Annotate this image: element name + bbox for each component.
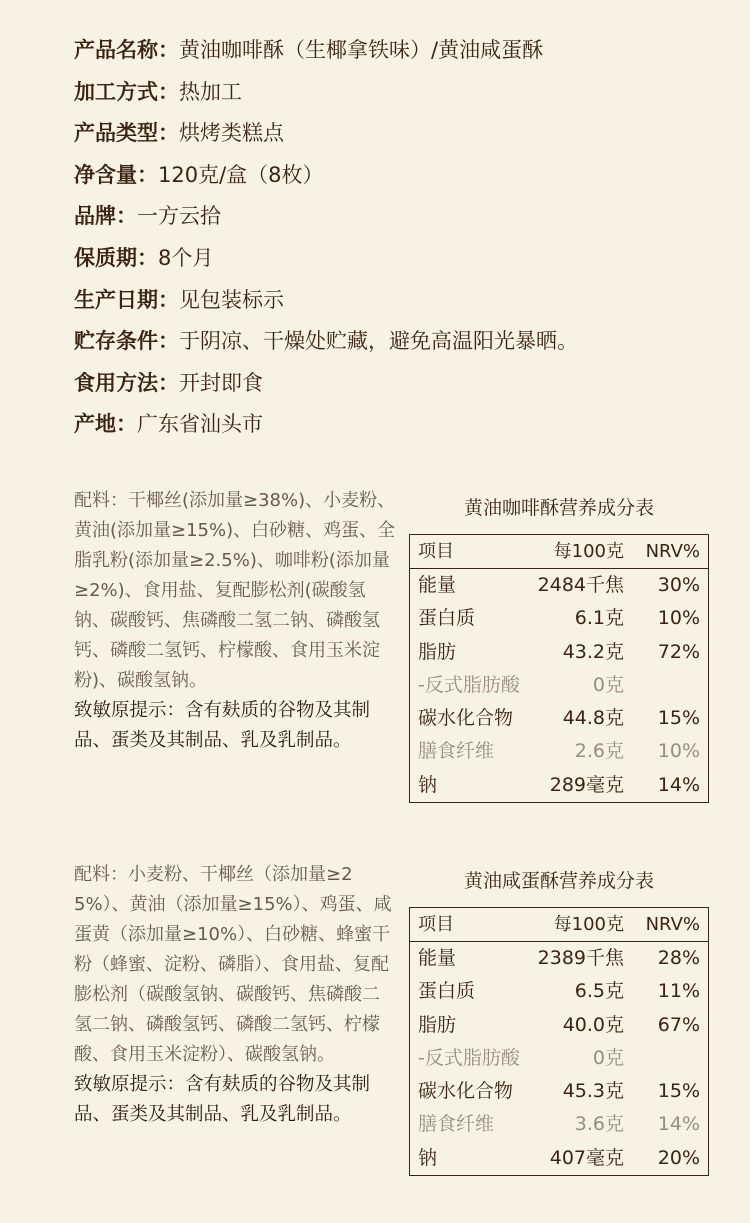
nutrition-row-energy: 能量 2484千焦 30% bbox=[418, 574, 700, 596]
allergen-notice: 致敏原提示：含有麸质的谷物及其制品、蛋类及其制品、乳及乳制品。 bbox=[74, 1074, 371, 1125]
nutrition-table-coffee bbox=[409, 493, 709, 803]
ingredients-text: 配料：干椰丝(添加量≥38%)、小麦粉、黄油(添加量≥15%)、白砂糖、鸡蛋、全脂乳粉(添加量≥2.5%)、咖啡粉(添加量≥2%)、食用盐、复配膨松剂(碳酸氢钠、碳酸钙、焦磷酸二氢二钠、磷酸氢钙、磷酸二氢钙、柠檬酸、食用玉米淀粉)、碳酸氢钠。 bbox=[74, 490, 396, 691]
info-row-production-date: 生产日期：见包装标示 bbox=[74, 287, 284, 312]
nutrition-row-energy: 能量 2389千焦 28% bbox=[418, 947, 700, 969]
nutrition-row-protein: 蛋白质 6.5克 11% bbox=[418, 980, 700, 1003]
nutrition-table-salted-egg bbox=[409, 866, 709, 1176]
nutrition-table-title: 黄油咖啡酥营养成分表 bbox=[463, 497, 654, 519]
info-row-net-content: 净含量：120克/盒（8枚） bbox=[74, 162, 324, 187]
ingredients-block-salted-egg bbox=[74, 860, 396, 1130]
nutrition-table-box bbox=[409, 534, 709, 803]
nutrition-row-fiber: 膳食纤维 3.6克 14% bbox=[418, 1113, 700, 1136]
nutrition-table-box bbox=[409, 907, 709, 1176]
info-row-brand: 品牌：一方云拾 bbox=[74, 204, 221, 229]
nutrition-row-fat: 脂肪 43.2克 72% bbox=[418, 640, 700, 663]
nutrition-row-trans-fat: -反式脂肪酸 0克 bbox=[418, 673, 624, 696]
info-row-origin: 产地：广东省汕头市 bbox=[74, 412, 263, 437]
header-per100g: 每100克 bbox=[553, 541, 624, 562]
header-nrv: NRV% bbox=[645, 541, 700, 562]
nutrition-table-title: 黄油咸蛋酥营养成分表 bbox=[463, 870, 654, 892]
info-row-usage: 食用方法：开封即食 bbox=[74, 370, 263, 395]
nutrition-row-carbohydrate: 碳水化合物 44.8克 15% bbox=[418, 707, 700, 730]
ingredients-text: 配料：小麦粉、干椰丝（添加量≥25%）、黄油（添加量≥15%）、鸡蛋、咸蛋黄（添加量≥10%）、白砂糖、蜂蜜干粉（蜂蜜、淀粉、磷脂）、食用盐、复配膨松剂（碳酸氢钠、碳酸钙、焦磷酸二氢二钠、磷酸氢钙、磷酸二氢钙、柠檬酸、食用玉米淀粉）、碳酸氢钠。 bbox=[74, 864, 392, 1065]
header-per100g: 每100克 bbox=[553, 914, 624, 935]
nutrition-row-protein: 蛋白质 6.1克 10% bbox=[418, 607, 700, 630]
nutrition-row-fiber: 膳食纤维 2.6克 10% bbox=[418, 740, 700, 763]
info-row-type: 产品类型：烘烤类糕点 bbox=[74, 121, 284, 146]
allergen-notice: 致敏原提示：含有麸质的谷物及其制品、蛋类及其制品、乳及乳制品。 bbox=[74, 700, 371, 751]
nutrition-row-sodium: 钠 407毫克 20% bbox=[418, 1146, 700, 1169]
nutrition-row-carbohydrate: 碳水化合物 45.3克 15% bbox=[418, 1080, 700, 1103]
info-row-shelf-life: 保质期：8个月 bbox=[74, 245, 214, 270]
ingredients-block-coffee bbox=[74, 486, 396, 756]
info-row-name: 产品名称：黄油咖啡酥（生椰拿铁味）/黄油咸蛋酥 bbox=[74, 38, 544, 62]
nutrition-table-header bbox=[410, 535, 708, 569]
nutrition-row-trans-fat: -反式脂肪酸 0克 bbox=[418, 1046, 624, 1069]
product-info bbox=[74, 30, 578, 446]
header-item: 项目 bbox=[418, 541, 454, 562]
info-row-process: 加工方式：热加工 bbox=[74, 79, 242, 104]
info-row-storage: 贮存条件：于阴凉、干燥处贮藏，避免高温阳光暴晒。 bbox=[74, 329, 578, 354]
header-nrv: NRV% bbox=[645, 914, 700, 935]
header-item: 项目 bbox=[418, 914, 454, 935]
nutrition-row-sodium: 钠 289毫克 14% bbox=[418, 773, 700, 796]
nutrition-table-header bbox=[410, 908, 708, 942]
nutrition-row-fat: 脂肪 40.0克 67% bbox=[418, 1013, 700, 1036]
